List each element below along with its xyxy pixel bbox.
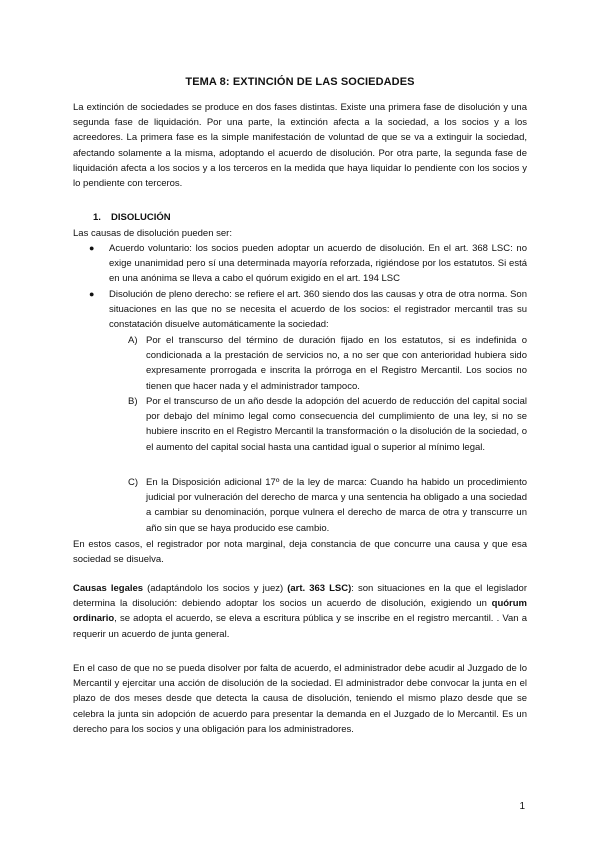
causes-intro: Las causas de disolución pueden ser: <box>73 228 232 239</box>
sub-item-b <box>128 394 527 470</box>
sub-letter: A) <box>128 335 138 346</box>
sub-letter: B) <box>128 396 138 407</box>
final-paragraph: En el caso de que no se pueda disolver por falta de acuerdo, el administrador debe acudir al Juzgado de lo Mercantil y ejercitar una acción de disolución de la sociedad. El administrador debe convocar la junta en el plazo de dos meses desde que detecta la causa de disolución, teniendo el mismo plazo desde que se celebra la junta sin adopción de acuerdo para presentar la demanda en el Juzgado de lo Mercantil. Es un derecho para los socios y una obligación para los administradores. <box>73 663 527 735</box>
intro-paragraph: La extinción de sociedades se produce en dos fases distintas. Existe una primera fase de disolución y una segunda fase de liquidación. Por una parte, la extinción afecta a la sociedad, a los socios y a los acreedores. La primera fase es la simple manifestación de voluntad de que se va a extinguir la sociedad, afectando solamente a la misma, adoptando el acuerdo de disolución. Por otra parte, la segunda fase de liquidación afecta a los socios y a los terceros en la medida que haya liquidar lo pendiente con los socios y lo pendiente con terceros. <box>73 102 527 190</box>
sub-text: Por el transcurso del término de duración fijado en los estatutos, si es indefinida o condicionada a la prestación de servicios no, a no ser que con anterioridad hubiera sido expresamente prorrogada e inscrita la prórroga en el Registro Mercantil. Los socios no tienen que hacer nada y el administrador tampoco. <box>146 335 527 392</box>
after-causes-paragraph: En estos casos, el registrador por nota marginal, deja constancia de que concurre una causa y que esa sociedad se disuelva. <box>73 539 527 566</box>
bullet-full-right <box>73 287 527 333</box>
bullet-text: Acuerdo voluntario: los socios pueden adoptar un acuerdo de disolución. En el art. 368 LSC: no exige unanimidad pero sí una determinada mayoría reforzada, rigiéndose por los estatutos. Si está en una anónima se lleva a cabo el quórum exigido en el art. 194 LSC <box>109 243 527 285</box>
sub-item-a <box>128 333 527 395</box>
section-title: DISOLUCIÓN <box>111 212 171 223</box>
bullet-text: Disolución de pleno derecho: se refiere el art. 360 siendo dos las causas y otra de otra norma. Son situaciones en las que no se necesita el acuerdo de los socios: el registrador mercantil tras su constatación disuelve automáticamente la sociedad: <box>109 289 528 331</box>
section-number: 1. <box>93 212 101 223</box>
bullet-icon: ● <box>89 243 95 253</box>
bullet-icon: ● <box>89 289 95 299</box>
sub-item-c <box>128 475 527 537</box>
page-title: TEMA 8: EXTINCIÓN DE LAS SOCIEDADES <box>185 76 415 88</box>
sub-letter: C) <box>128 477 139 488</box>
sub-text: En la Disposición adicional 17º de la ley de marca: Cuando ha habido un procedimiento judicial por vulneración del derecho de marca y una sentencia ha obligado a una sociedad a cambiar su denominación, porque vulnera el derecho de marca de otra y transcurre un año sin que se haya producido ese cambio. <box>146 477 527 534</box>
bullet-voluntary <box>73 241 527 287</box>
sub-text: Por el transcurso de un año desde la adopción del acuerdo de reducción del capital social por debajo del mínimo legal como consecuencia del cumplimiento de una ley, si no se hubiere inscrito en el Registro Mercantil la transformación o la disolución de la sociedad, o el aumento del capital social hasta una cantidad igual o superior al mínimo legal. <box>146 396 527 453</box>
page-number: 1 <box>519 801 525 812</box>
legal-causes-paragraph: Causas legales (adaptándolo los socios y juez) (art. 363 LSC): son situaciones en la que el legislador determina la disolución: debiendo adoptar los socios un acuerdo de disolución, exigiendo un quórum ordinario, se adopta el acuerdo, se eleva a escritura pública y se inscribe en el registro mercantil. . Van a requerir un acuerdo de junta general. <box>73 583 527 640</box>
section-heading <box>93 210 527 225</box>
